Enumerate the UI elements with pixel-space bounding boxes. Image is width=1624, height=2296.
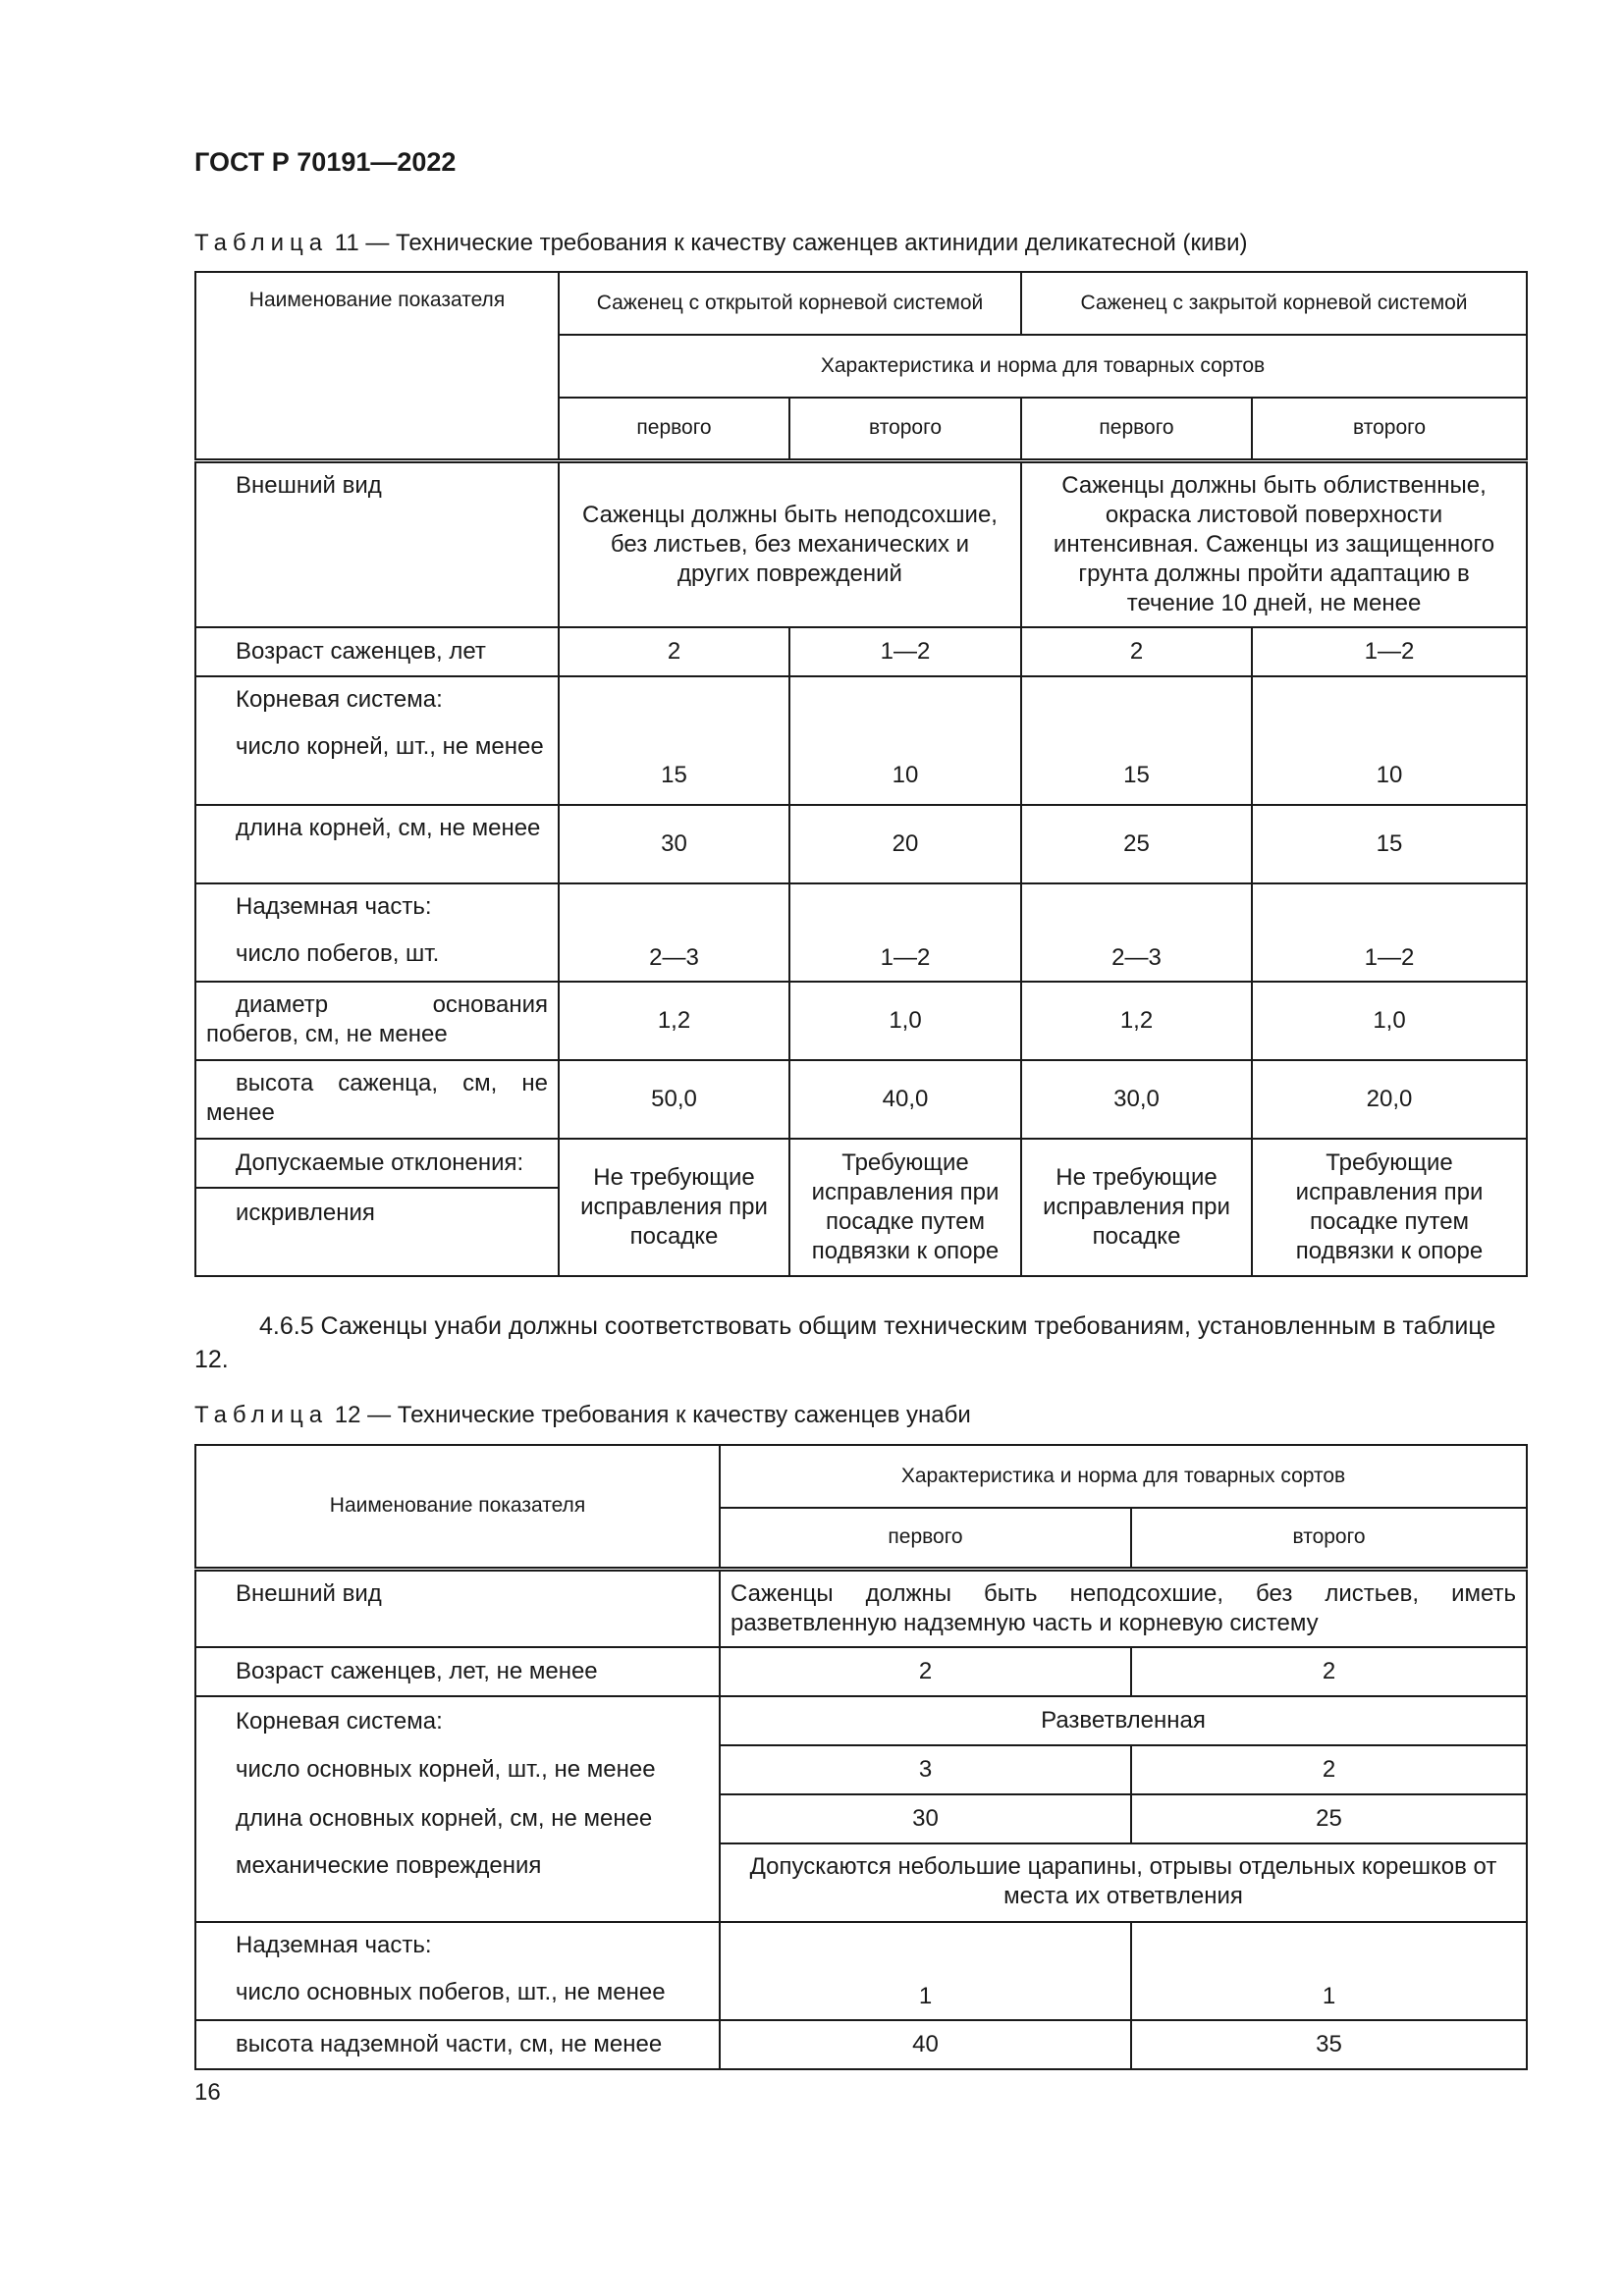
table11-cell: Не требующие исправления при посадке: [559, 1139, 789, 1276]
table11-header-second: второго: [789, 398, 1021, 460]
table11-header-first: первого: [559, 398, 789, 460]
table11-appearance-closed: Саженцы должны быть облиственные, окраска листовой поверхности интенсивная. Саженцы из защищенного грунта должны пройти адаптацию в течение 10 дней, не менее: [1021, 460, 1527, 627]
table11-cell: 10: [1252, 676, 1527, 805]
table11-shoots-label: число побегов, шт.: [236, 940, 440, 967]
table-row: [195, 1696, 1527, 1745]
table-row: [195, 2020, 1527, 2069]
table11-cell: Требующие исправления при посадке путем подвязки к опоре: [789, 1139, 1021, 1276]
table11-root-length-label: длина корней, см, не менее: [195, 805, 559, 883]
table11-height-label: высота саженца, см, не менее: [195, 1060, 559, 1139]
table12-cell: 2: [1131, 1745, 1527, 1794]
paragraph-4-6-5-text: 4.6.5 Саженцы унаби должны соответствовать общим техническим требованиям, установленным в таблице 12.: [194, 1312, 1496, 1373]
table11-root-count-label: число корней, шт., не менее: [236, 733, 544, 760]
paragraph-4-6-5: [194, 1309, 1526, 1376]
table11-caption-text: 11 — Технические требования к качеству саженцев актинидии деликатесной (киви): [328, 230, 1248, 256]
table11-root-system-label: Корневая система:: [236, 686, 443, 713]
table-row: [195, 460, 1527, 627]
table11-header-open-root: Саженец с открытой корневой системой: [559, 272, 1021, 335]
table-11: [194, 271, 1528, 1277]
table12-cell: 30: [720, 1794, 1131, 1843]
table-row: [195, 1569, 1527, 1647]
table12-aerial-label-cell: [195, 1922, 720, 2020]
table-row: [195, 1794, 1527, 1843]
table12-header-characteristic: Характеристика и норма для товарных сортов: [720, 1445, 1527, 1508]
table12-cell: 35: [1131, 2020, 1527, 2069]
table11-curvature-label: искривления: [195, 1188, 559, 1276]
table12-damage: Допускаются небольшие царапины, отрывы отдельных корешков от места их ответвления: [720, 1843, 1527, 1922]
table11-deviations-label: Допускаемые отклонения:: [195, 1139, 559, 1188]
table11-caption: [194, 230, 1248, 257]
table11-appearance-label: Внешний вид: [195, 460, 559, 627]
table-row: [195, 1647, 1527, 1696]
table-row: [195, 1745, 1527, 1794]
table-row: [195, 1922, 1527, 2020]
table11-header-closed-root: Саженец с закрытой корневой системой: [1021, 272, 1527, 335]
table12-aerial-label: Надземная часть:: [236, 1932, 432, 1958]
table-row: [195, 1139, 1527, 1188]
table12-cell: 1: [720, 1922, 1131, 2020]
table12-caption: [194, 1402, 971, 1429]
table11-cell: 2—3: [559, 883, 789, 982]
table12-header-second: второго: [1131, 1508, 1527, 1569]
table11-root-label-cell: [195, 676, 559, 805]
table11-cell: 1—2: [1252, 627, 1527, 676]
table12-height-label: высота надземной части, см, не менее: [195, 2020, 720, 2069]
table11-diameter-label: диаметр основания побегов, см, не менее: [195, 982, 559, 1060]
table-row: [195, 1060, 1527, 1139]
table12-cell: 2: [1131, 1647, 1527, 1696]
table11-cell: 2: [559, 627, 789, 676]
document-header: ГОСТ Р 70191—2022: [194, 147, 457, 177]
table12-main-shoots-label: число основных побегов, шт., не менее: [236, 1979, 666, 2005]
table11-header-indicator: Наименование показателя: [195, 272, 559, 460]
table12-cell: 1: [1131, 1922, 1527, 2020]
table11-cell: 15: [1021, 676, 1252, 805]
table11-cell: 50,0: [559, 1060, 789, 1139]
table12-caption-prefix: Таблица: [194, 1402, 329, 1428]
table11-header-second: второго: [1252, 398, 1527, 460]
table12-root-length-label: длина основных корней, см, не менее: [195, 1794, 720, 1843]
table12-caption-text: 12 — Технические требования к качеству саженцев унаби: [328, 1402, 971, 1428]
table12-header-first: первого: [720, 1508, 1131, 1569]
table12-damage-label: механические повреждения: [195, 1843, 720, 1922]
table12-main-roots-label: число основных корней, шт., не менее: [195, 1745, 720, 1794]
table11-cell: 1,0: [789, 982, 1021, 1060]
table-row: [195, 1843, 1527, 1922]
page-number: 16: [194, 2079, 221, 2106]
table12-cell: 3: [720, 1745, 1131, 1794]
table12-header-indicator: Наименование показателя: [195, 1445, 720, 1569]
table11-cell: 40,0: [789, 1060, 1021, 1139]
table-row: [195, 676, 1527, 805]
table11-header-first: первого: [1021, 398, 1252, 460]
table11-cell: 25: [1021, 805, 1252, 883]
table-row: [195, 805, 1527, 883]
table11-cell: 20: [789, 805, 1021, 883]
table12-age-label: Возраст саженцев, лет, не менее: [195, 1647, 720, 1696]
table11-cell: 30,0: [1021, 1060, 1252, 1139]
table11-cell: 15: [1252, 805, 1527, 883]
table11-aerial-label-cell: [195, 883, 559, 982]
table-row: [195, 982, 1527, 1060]
table11-cell: 1—2: [789, 883, 1021, 982]
table11-cell: 1,0: [1252, 982, 1527, 1060]
table11-appearance-open: Саженцы должны быть неподсохшие, без листьев, без механических и других повреждений: [559, 460, 1021, 627]
table11-cell: 2: [1021, 627, 1252, 676]
table11-cell: Требующие исправления при посадке путем подвязки к опоре: [1252, 1139, 1527, 1276]
table11-cell: 20,0: [1252, 1060, 1527, 1139]
table12-root-system-label: Корневая система:: [195, 1696, 720, 1745]
table11-cell: 1,2: [1021, 982, 1252, 1060]
table11-cell: 1—2: [1252, 883, 1527, 982]
table11-aerial-label: Надземная часть:: [236, 893, 432, 920]
table11-header-characteristic: Характеристика и норма для товарных сортов: [559, 335, 1527, 398]
table11-cell: Не требующие исправления при посадке: [1021, 1139, 1252, 1276]
table12-root-system: Разветвленная: [720, 1696, 1527, 1745]
table11-cell: 10: [789, 676, 1021, 805]
table11-cell: 1—2: [789, 627, 1021, 676]
table11-age-label: Возраст саженцев, лет: [195, 627, 559, 676]
table12-cell: 40: [720, 2020, 1131, 2069]
table12-cell: 2: [720, 1647, 1131, 1696]
table-row: [195, 627, 1527, 676]
table12-appearance-label: Внешний вид: [195, 1569, 720, 1647]
table11-cell: 1,2: [559, 982, 789, 1060]
table-row: [195, 883, 1527, 982]
table11-cell: 15: [559, 676, 789, 805]
table-12: [194, 1444, 1528, 2070]
table12-appearance: Саженцы должны быть неподсохшие, без листьев, иметь разветвленную надземную часть и корневую систему: [720, 1569, 1527, 1647]
table11-cell: 2—3: [1021, 883, 1252, 982]
table11-caption-prefix: Таблица: [194, 230, 329, 256]
table12-cell: 25: [1131, 1794, 1527, 1843]
table11-cell: 30: [559, 805, 789, 883]
